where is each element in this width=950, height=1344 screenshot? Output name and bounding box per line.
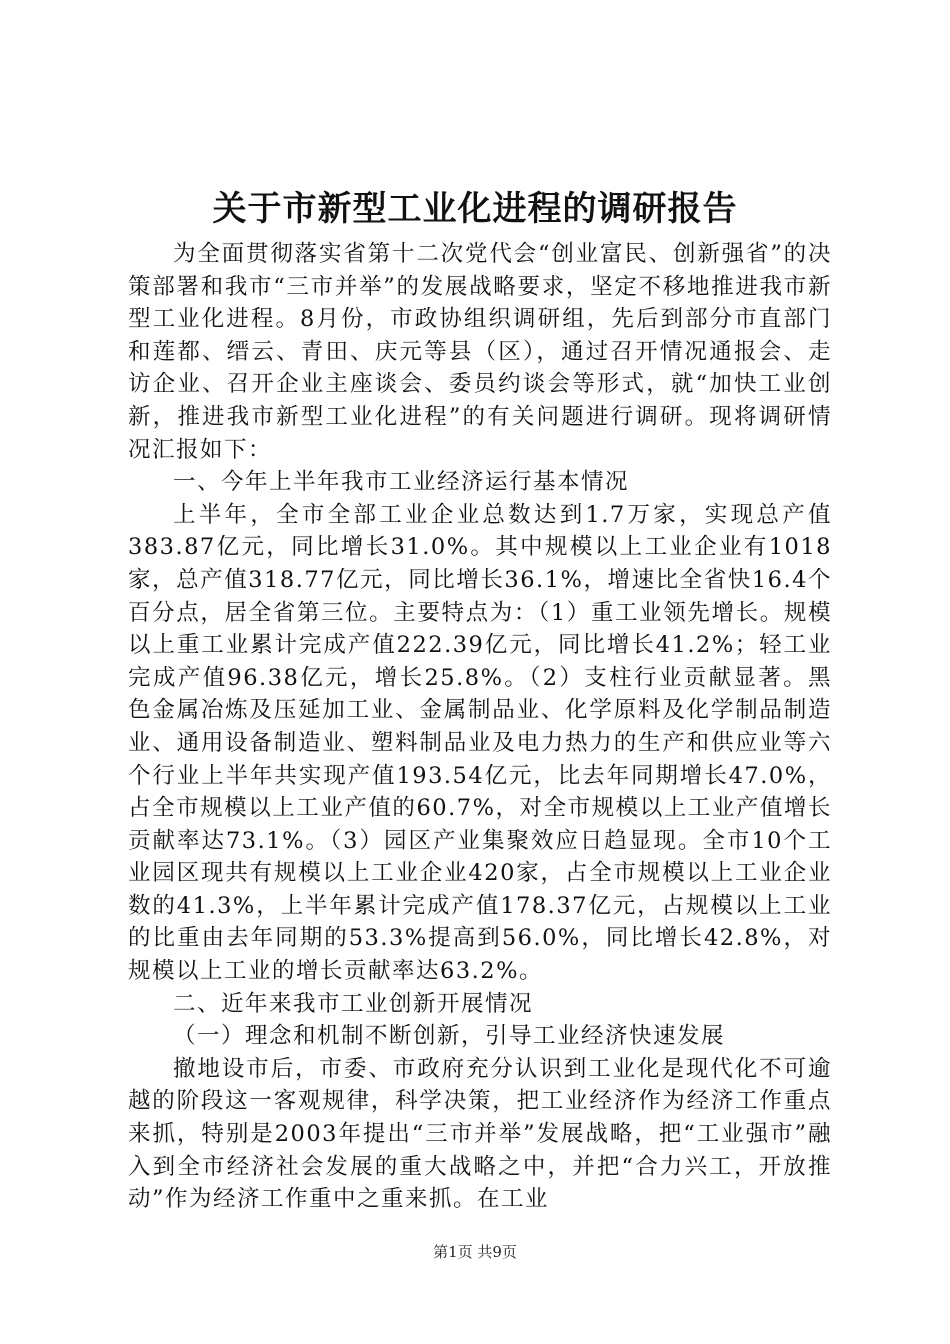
intro-paragraph: 为全面贯彻落实省第十二次党代会“创业富民、创新强省”的决策部署和我市“三市并举”的发展战略要求，坚定不移地推进我市新型工业化进程。8月份，市政协组织调研组，先后到部分市直部门和莲都、缙云、青田、庆元等县（区），通过召开情况通报会、走访企业、召开企业主座谈会、委员约谈会等形式，就“加快工业创新，推进我市新型工业化进程”的有关问题进行调研。现将调研情况汇报如下：: [128, 241, 832, 463]
section-heading-1: 一、今年上半年我市工业经济运行基本情况: [173, 469, 630, 496]
section-heading-2: 二、近年来我市工业创新开展情况: [173, 990, 534, 1017]
document-body: [128, 238, 832, 1216]
section-1-paragraph: 上半年，全市全部工业企业总数达到1.7万家，实现总产值383.87亿元，同比增长31.0%。其中规模以上工业企业有1018家，总产值318.77亿元，同比增长36.1%，增速比全省快16.4个百分点，居全省第三位。主要特点为：（1）重工业领先增长。规模以上重工业累计完成产值222.39亿元，同比增长41.2%；轻工业完成产值96.38亿元，增长25.8%。（2）支柱行业贡献显著。黑色金属冶炼及压延加工业、金属制品业、化学原料及化学制品制造业、通用设备制造业、塑料制品业及电力热力的生产和供应业等六个行业上半年共实现产值193.54亿元，比去年同期增长47.0%，占全市规模以上工业产值的60.7%，对全市规模以上工业产值增长贡献率达73.1%。（3）园区产业集聚效应日趋显现。全市10个工业园区现共有规模以上工业企业420家，占全市规模以上工业企业数的41.3%，上半年累计完成产值178.37亿元，占规模以上工业的比重由去年同期的53.3%提高到56.0%，同比增长42.8%，对规模以上工业的增长贡献率达63.2%。: [128, 501, 832, 985]
subsection-1-paragraph: 撤地设市后，市委、市政府充分认识到工业化是现代化不可逾越的阶段这一客观规律，科学决策，把工业经济作为经济工作重点来抓，特别是2003年提出“三市并举”发展战略，把“工业强市”融入到全市经济社会发展的重大战略之中，并把“合力兴工，开放推动”作为经济工作重中之重来抓。在工业: [128, 1055, 832, 1213]
subsection-heading-1: （一）理念和机制不断创新，引导工业经济快速发展: [173, 1023, 726, 1050]
page-number-footer: 第1页 共9页: [433, 1243, 517, 1261]
document-title: 关于市新型工业化进程的调研报告: [212, 189, 738, 229]
